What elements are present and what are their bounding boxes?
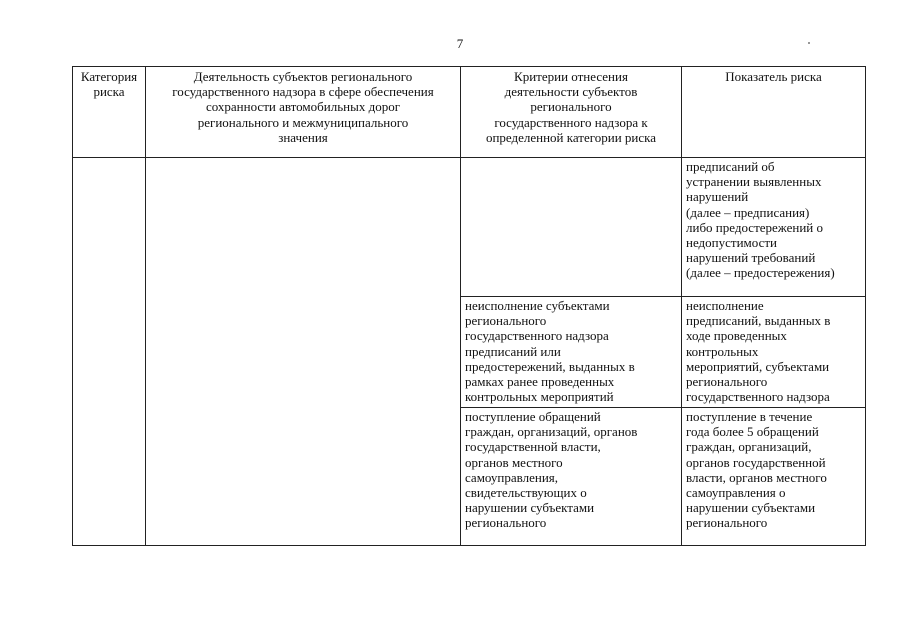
header-activity: Деятельность субъектов регионального государственного надзора в сфере обеспечения сохранности автомобильных дорог регионального и межмуниципального значения	[146, 67, 461, 158]
header-criteria: Критерии отнесения деятельности субъектов регионального государственного надзора к определенной категории риска	[461, 67, 682, 158]
table-header-row	[73, 67, 866, 158]
cell-criteria: поступление обращений граждан, организаций, органов государственной власти, органов местного самоуправления, свидетельствующих о нарушении субъектами регионального	[461, 408, 682, 546]
cell-criteria	[461, 158, 682, 297]
cell-criteria: неисполнение субъектами регионального государственного надзора предписаний или предостережений, выданных в рамках ранее проведенных контрольных мероприятий	[461, 297, 682, 408]
cell-activity	[146, 158, 461, 546]
page-number: 7	[456, 36, 464, 51]
header-risk-category: Категория риска	[73, 67, 146, 158]
cell-risk-category	[73, 158, 146, 546]
cell-risk-indicator: предписаний об устранении выявленных нарушений (далее – предписания) либо предостережений о недопустимости нарушений требований (далее – предостережения)	[682, 158, 866, 297]
cell-risk-indicator: поступление в течение года более 5 обращений граждан, организаций, органов государственной власти, органов местного самоуправления о нарушении субъектами регионального	[682, 408, 866, 546]
header-risk-indicator: Показатель риска	[682, 67, 866, 158]
table-row	[73, 158, 866, 297]
scan-speck	[808, 42, 810, 44]
cell-risk-indicator: неисполнение предписаний, выданных в ходе проведенных контрольных мероприятий, субъектами регионального государственного надзора	[682, 297, 866, 408]
risk-category-table	[72, 66, 866, 546]
